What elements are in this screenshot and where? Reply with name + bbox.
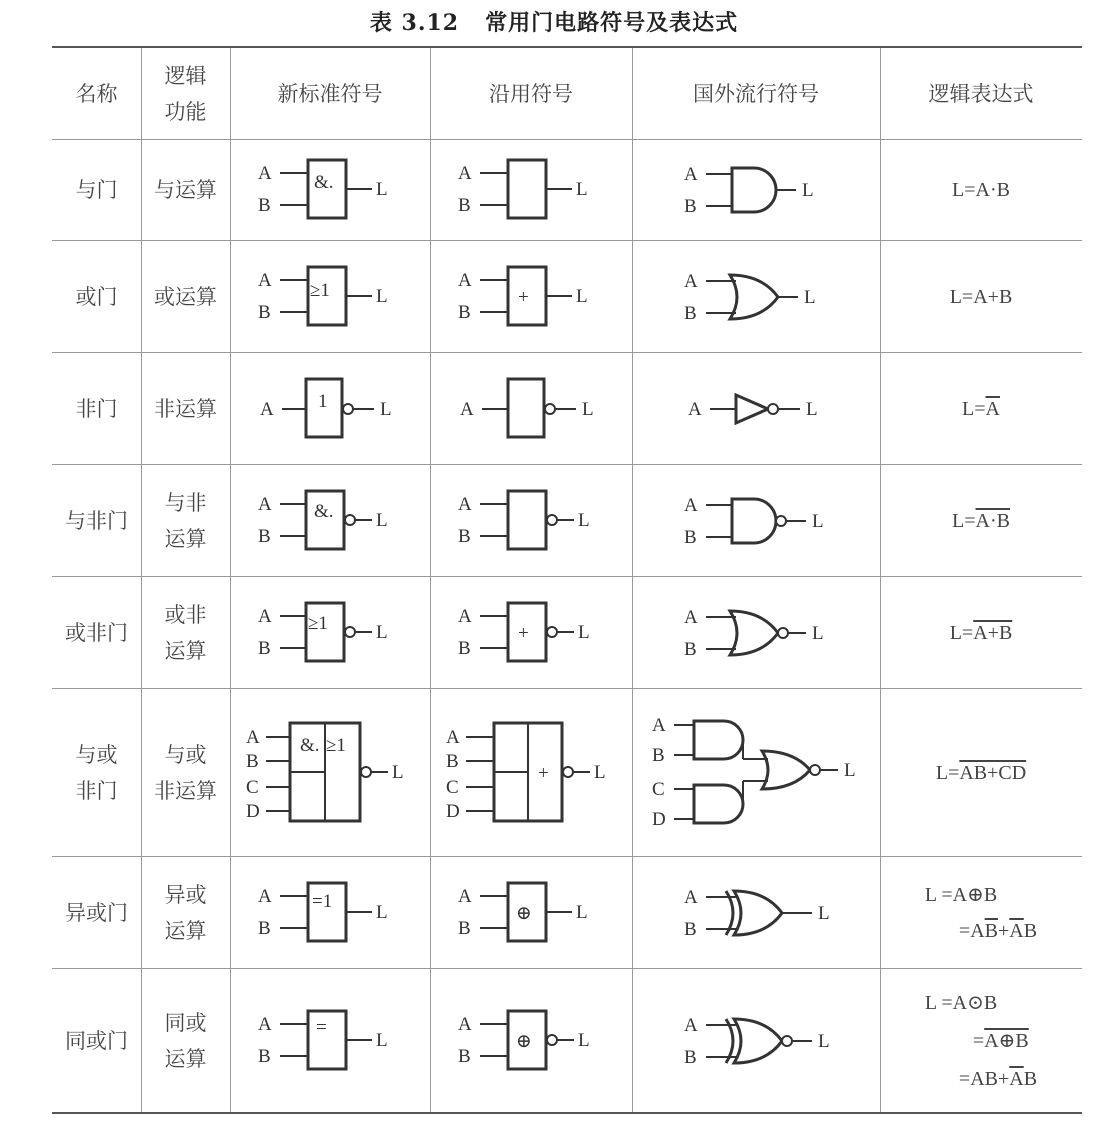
xor-gate-foreign-symbol [632,857,880,968]
gate-function-cell: 同或 运算 [164,1010,207,1071]
not-gate-foreign-symbol [632,353,880,464]
xor-gate-new-symbol [230,857,430,968]
svg-text:A: A [684,164,698,185]
xnor-gate-foreign-symbol [632,969,880,1112]
svg-text:A: A [458,606,472,627]
svg-text:B: B [258,195,271,216]
nor-gate-foreign-symbol [632,577,880,688]
gate-function-cell: 或非 运算 [164,602,207,663]
svg-text:L: L [376,510,388,531]
header-function: 逻辑 功能 [164,63,207,124]
svg-text:A: A [458,270,472,291]
svg-text:B: B [684,1047,697,1068]
svg-text:L: L [576,902,588,923]
expression-nor: L=A+B [949,621,1013,644]
gate-function-cell: 与非 运算 [164,490,207,551]
svg-text:L: L [376,1030,388,1051]
svg-text:≥1: ≥1 [308,613,328,634]
svg-text:B: B [458,195,471,216]
svg-text:L: L [594,762,606,783]
gate-function-cell: 或运算 [154,284,217,309]
svg-text:B: B [652,745,665,766]
and-gate-foreign-symbol [632,140,880,240]
svg-text:=1: =1 [312,891,333,912]
svg-text:B: B [684,919,697,940]
and-gate-legacy-symbol [430,140,632,240]
svg-text:A: A [258,886,272,907]
svg-text:C: C [246,777,259,798]
svg-text:B: B [446,751,459,772]
svg-text:B: B [684,196,697,217]
svg-text:=: = [316,1017,327,1038]
svg-text:A: A [258,270,272,291]
svg-text:B: B [258,526,271,547]
gate-name-cell: 同或门 [65,1028,128,1053]
svg-text:L: L [380,399,392,420]
svg-text:C: C [446,777,459,798]
svg-text:B: B [458,526,471,547]
svg-text:A: A [652,715,666,736]
expression-nand: L=A·B [952,509,1010,532]
svg-text:B: B [258,1046,271,1067]
gate-function-cell: 与或 非运算 [154,742,217,803]
expression-and: L=A·B [952,179,1010,201]
header-foreign-symbol: 国外流行符号 [693,81,819,106]
svg-text:A: A [258,494,272,515]
header-name: 名称 [75,81,118,106]
svg-text:A: A [684,887,698,908]
svg-text:≥1: ≥1 [326,735,346,756]
svg-text:≥1: ≥1 [310,280,330,301]
svg-text:A: A [258,163,272,184]
svg-text:A: A [684,1015,698,1036]
header-logic-expression: 逻辑表达式 [928,81,1034,106]
and-gate-new-symbol [230,140,430,240]
gate-name-cell: 与或 非门 [75,742,118,803]
xnor-gate-legacy-symbol [430,969,632,1112]
svg-text:⊕: ⊕ [516,1031,532,1052]
svg-text:A: A [260,399,274,420]
svg-text:A: A [684,495,698,516]
svg-text:A: A [446,727,460,748]
svg-text:&.: &. [314,501,334,522]
svg-text:L: L [578,1030,590,1051]
svg-text:+: + [518,623,529,644]
svg-text:L: L [806,399,818,420]
not-gate-legacy-symbol [430,353,632,464]
gate-name-cell: 或门 [75,284,118,309]
svg-text:&.: &. [300,735,320,756]
or-gate-new-symbol [230,241,430,352]
svg-text:B: B [258,638,271,659]
not-gate-new-symbol [230,353,430,464]
svg-text:L: L [578,622,590,643]
svg-text:A: A [458,1014,472,1035]
header-legacy-symbol: 沿用符号 [489,81,573,106]
svg-text:L: L [376,622,388,643]
gate-function-cell: 异或 运算 [164,882,207,943]
table-title: 常用门电路符号及表达式 [485,10,739,36]
svg-text:L: L [802,180,814,201]
svg-text:A: A [460,399,474,420]
svg-text:B: B [246,751,259,772]
svg-text:L: L [376,902,388,923]
svg-text:L: L [812,623,824,644]
svg-text:1: 1 [318,391,328,412]
table-number: 表 3.12 [369,10,460,36]
svg-text:⊕: ⊕ [516,903,532,924]
svg-text:A: A [458,494,472,515]
svg-text:B: B [458,302,471,323]
svg-text:A: A [684,271,698,292]
svg-text:B: B [458,1046,471,1067]
nor-gate-new-symbol [230,577,430,688]
and-or-invert-gate-new-symbol [230,689,430,856]
svg-text:B: B [684,639,697,660]
svg-text:L: L [818,903,830,924]
svg-text:L: L [576,286,588,307]
svg-text:L: L [804,287,816,308]
gate-name-cell: 非门 [75,396,118,421]
and-or-invert-gate-legacy-symbol [430,689,632,856]
svg-text:L: L [582,399,594,420]
expression-not: $L=\overline{A}$ [962,397,1000,420]
svg-text:A: A [688,399,702,420]
svg-text:L: L [818,1031,830,1052]
svg-text:+: + [538,763,549,784]
svg-text:L: L [576,179,588,200]
or-gate-foreign-symbol [632,241,880,352]
svg-text:A: A [258,1014,272,1035]
svg-text:L: L [844,760,856,781]
expression-xnor: L =A⊙B =A⊕B $=AB+\overline{A}B$ [924,991,1038,1090]
svg-text:D: D [246,801,260,822]
expression-and-or-invert: L=AB+CD [935,761,1027,784]
svg-text:A: A [258,606,272,627]
svg-text:L: L [376,179,388,200]
svg-text:D: D [446,801,460,822]
svg-text:A: A [246,727,260,748]
nand-gate-new-symbol [230,465,430,576]
svg-text:L: L [812,511,824,532]
or-gate-legacy-symbol [430,241,632,352]
gate-name-cell: 异或门 [65,900,128,925]
xnor-gate-new-symbol [230,969,430,1112]
svg-text:L: L [392,762,404,783]
gate-name-cell: 与门 [75,178,118,202]
nand-gate-legacy-symbol [430,465,632,576]
expression-or: L=A+B [949,285,1013,308]
gate-function-cell: 与运算 [154,178,217,202]
svg-text:+: + [518,287,529,308]
header-new-standard-symbol: 新标准符号 [277,81,383,106]
svg-text:C: C [652,779,665,800]
xor-gate-legacy-symbol [430,857,632,968]
nand-gate-foreign-symbol [632,465,880,576]
svg-text:B: B [458,918,471,939]
svg-text:B: B [258,918,271,939]
svg-text:L: L [578,510,590,531]
svg-text:A: A [458,163,472,184]
table-caption [0,6,1108,37]
gate-name-cell: 或非门 [65,620,128,645]
table-bottom-rule [52,1112,1082,1114]
svg-text:A: A [458,886,472,907]
nor-gate-legacy-symbol [430,577,632,688]
svg-text:B: B [258,302,271,323]
svg-text:B: B [458,638,471,659]
svg-text:B: B [684,303,697,324]
svg-text:L: L [376,286,388,307]
expression-xor: L =A⊕B $=A\overline{B}+\overline{A}B$ [924,883,1038,942]
gate-function-cell: 非运算 [154,396,217,421]
svg-text:B: B [684,527,697,548]
svg-text:&.: &. [314,172,334,193]
svg-text:A: A [684,607,698,628]
gate-name-cell: 与非门 [65,508,128,533]
and-or-invert-gate-foreign-symbol [632,689,880,856]
svg-text:D: D [652,809,666,830]
